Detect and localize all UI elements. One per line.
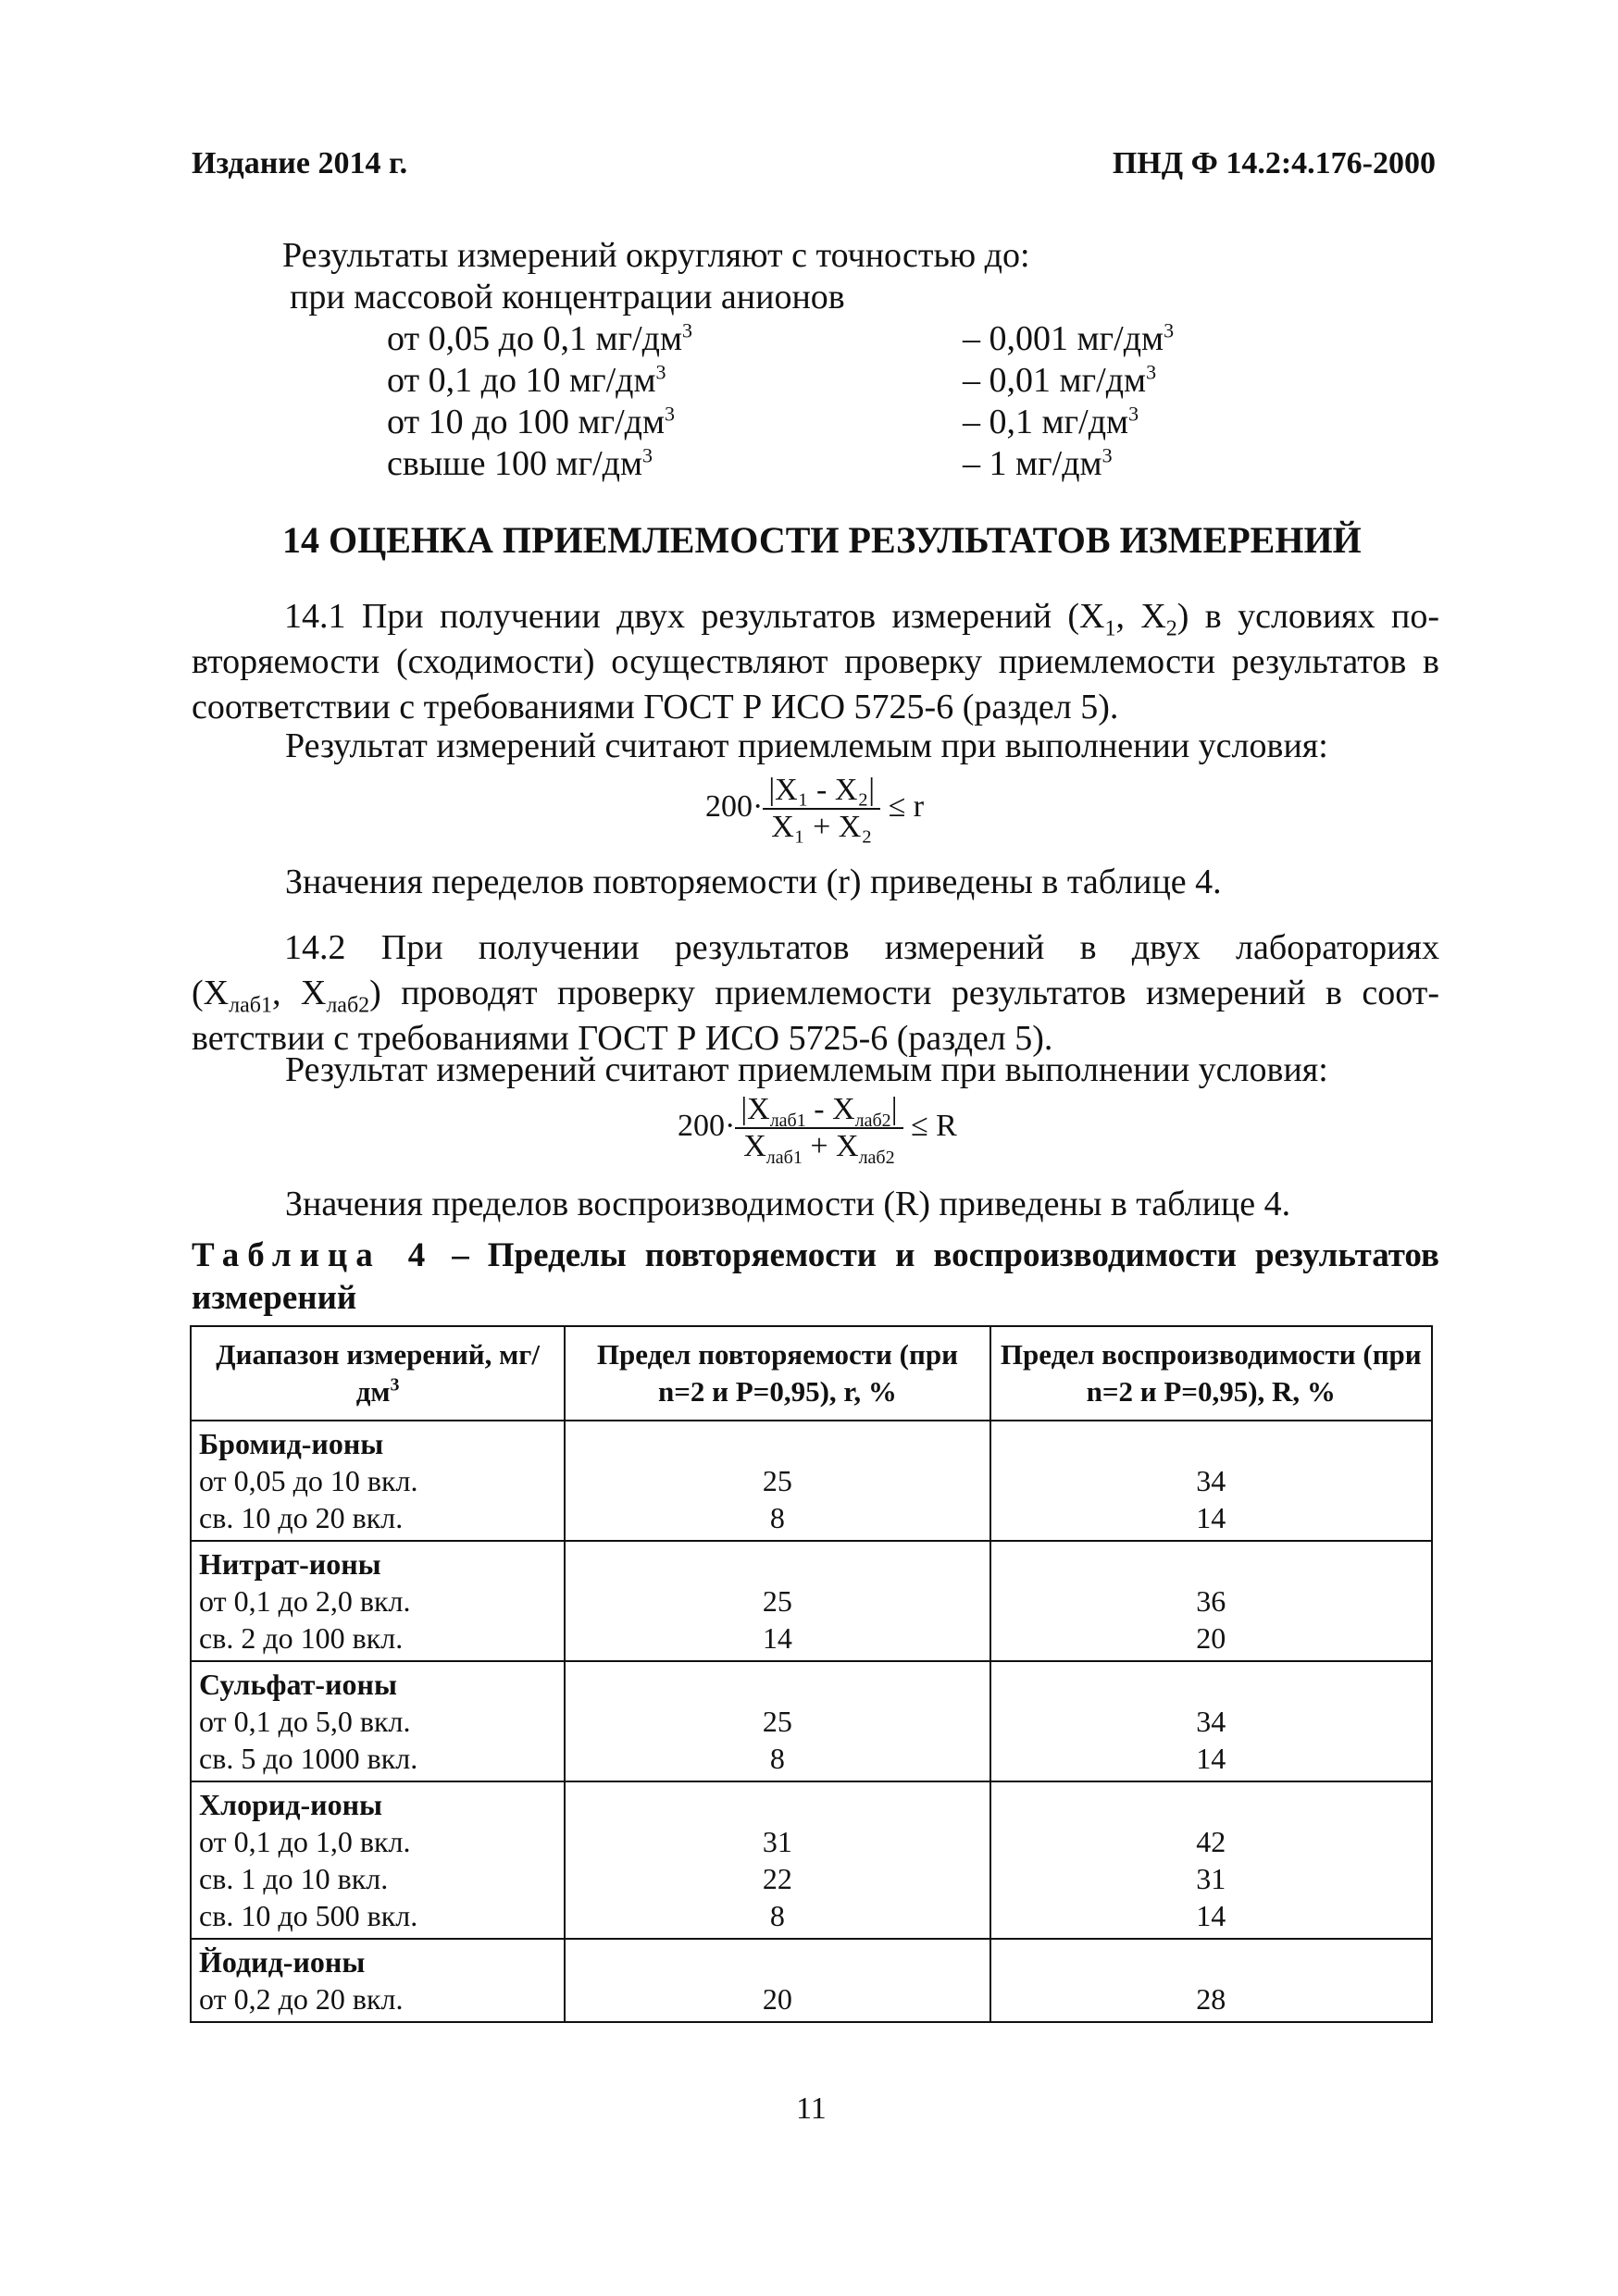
range-cell: от 0,1 до 5,0 вкл. <box>199 1705 411 1738</box>
range-cell: от 0,05 до 10 вкл. <box>199 1464 418 1497</box>
table-caption <box>192 1235 1439 1320</box>
repeatability-cell: 31 <box>762 1825 792 1858</box>
rounding-range-2: от 0,1 до 10 $мг/дм^3$ <box>387 360 666 400</box>
reproducibility-cell: 28 <box>1196 1982 1226 2016</box>
formula-fraction-2: $\frac{|X_{лаб1} - X_{лаб2}|}{X_{лаб1} + X_{лаб2}}$ <box>735 1092 902 1164</box>
table-title: – Пределы повторяемости и воспроизводимости результатов <box>433 1236 1439 1274</box>
table-group-chloride <box>191 1781 1432 1939</box>
paragraph-14-1-line-3: соответствии с требованиями ГОСТ Р ИСО 5725-6 (раздел 5). <box>192 688 1119 726</box>
group-name: Бромид-ионы <box>199 1427 384 1460</box>
rounding-subtitle: при массовой концентрации анионов <box>290 278 845 316</box>
formula-repeatability <box>705 773 924 845</box>
header-range: Диапазон измерений, $мг/дм^3$ <box>191 1326 565 1421</box>
rounding-value-3: – 0,1 $мг/дм^3$ <box>963 402 1139 441</box>
paragraph-14-1-line-2: вторяемости (сходимости) осуществляют проверку приемлемости результатов в <box>192 642 1439 681</box>
reproducibility-cell: 20 <box>1196 1621 1226 1655</box>
repeatability-cell: 25 <box>762 1705 792 1738</box>
reproducibility-cell: 36 <box>1196 1584 1226 1618</box>
table-group-bromide <box>191 1421 1432 1541</box>
repeatability-cell: 14 <box>762 1621 792 1655</box>
reproducibility-cell: 14 <box>1196 1742 1226 1775</box>
reproducibility-cell: 34 <box>1196 1705 1226 1738</box>
page-number: 11 <box>796 2091 827 2126</box>
reproducibility-cell: 42 <box>1196 1825 1226 1858</box>
group-name: Хлорид-ионы <box>199 1788 382 1821</box>
formula-coefficient: 200· <box>705 788 764 824</box>
repeatability-cell: 22 <box>762 1862 792 1895</box>
group-name: Нитрат-ионы <box>199 1547 381 1581</box>
rounding-range-4: свыше 100 $мг/дм^3$ <box>387 443 653 483</box>
paragraph-14-2 <box>192 925 1439 1061</box>
table-group-nitrate <box>191 1541 1432 1661</box>
repeatability-cell: 8 <box>769 1501 785 1534</box>
paragraph-14-1 <box>192 594 1439 730</box>
rounding-value-2: – 0,01 $мг/дм^3$ <box>963 360 1157 400</box>
reproducibility-cell: 14 <box>1196 1501 1226 1534</box>
paragraph-14-1-line-1: 14.1 При получении двух результатов измерений ($X_1$, $X_2$) в условиях по- <box>284 597 1439 641</box>
range-cell: св. 5 до 1000 вкл. <box>199 1742 418 1775</box>
paragraph-14-2-line-3: ветствии с требованиями ГОСТ Р ИСО 5725-6 (раздел 5). <box>192 1019 1053 1058</box>
section-title: 14 ОЦЕНКА ПРИЕМЛЕМОСТИ РЕЗУЛЬТАТОВ ИЗМЕРЕНИЙ <box>282 519 1362 561</box>
repeatability-cell: 20 <box>762 1982 792 2016</box>
rounding-range-3: от 10 до 100 $мг/дм^3$ <box>387 402 676 441</box>
repeatability-cell: 25 <box>762 1584 792 1618</box>
condition-text-2: Результат измерений считают приемлемым при выполнении условия: <box>285 1050 1328 1089</box>
repeatability-cell: 8 <box>769 1899 785 1932</box>
repeatability-cell: 8 <box>769 1742 785 1775</box>
range-cell: св. 1 до 10 вкл. <box>199 1862 389 1895</box>
limits-table <box>190 1325 1433 2023</box>
edition-label: Издание 2014 г. <box>192 146 408 180</box>
range-cell: св. 10 до 500 вкл. <box>199 1899 418 1932</box>
paragraph-14-2-line-2: ($X_{лаб1}$, $X_{лаб2}$) проводят проверку приемлемости результатов измерений в соот- <box>192 974 1439 1018</box>
table-group-sulfate <box>191 1661 1432 1781</box>
group-name: Йодид-ионы <box>199 1945 366 1979</box>
note-reproducibility: Значения пределов воспроизводимости (R) приведены в таблице 4. <box>285 1185 1291 1223</box>
range-cell: от 0,2 до 20 вкл. <box>199 1982 404 2016</box>
range-cell: св. 2 до 100 вкл. <box>199 1621 404 1655</box>
condition-text-1: Результат измерений считают приемлемым при выполнении условия: <box>285 726 1328 765</box>
table-header-row <box>191 1326 1432 1421</box>
reproducibility-cell: 14 <box>1196 1899 1226 1932</box>
note-repeatability: Значения переделов повторяемости (r) приведены в таблице 4. <box>285 863 1222 901</box>
formula-reproducibility: 200· $\frac{|X_{лаб1} - X_{лаб2}|}{X_{лаб1} + X_{лаб2}}$ ≤ R <box>678 1092 957 1168</box>
rounding-value-1: – 0,001 $мг/дм^3$ <box>963 318 1175 358</box>
table-group-iodide <box>191 1939 1432 2022</box>
table-title-line-2: измерений <box>192 1279 357 1317</box>
document-code: ПНД Ф 14.2:4.176-2000 <box>1112 146 1436 180</box>
paragraph-14-2-line-1: 14.2 При получении результатов измерений в двух лабораториях <box>284 928 1439 967</box>
formula-fraction: $\frac{\text{|X₁ - X₂|}}{\text{X₁ + X₂}}$ <box>763 773 880 845</box>
rounding-range-1: от 0,05 до 0,1 $мг/дм^3$ <box>387 318 693 358</box>
range-cell: от 0,1 до 1,0 вкл. <box>199 1825 411 1858</box>
rounding-value-4: – 1 $мг/дм^3$ <box>963 443 1113 483</box>
repeatability-cell: 25 <box>762 1464 792 1497</box>
table-label: Таблица 4 <box>192 1236 434 1274</box>
rounding-intro: Результаты измерений округляют с точностью до: <box>282 236 1030 275</box>
reproducibility-cell: 34 <box>1196 1464 1226 1497</box>
reproducibility-cell: 31 <box>1196 1862 1226 1895</box>
formula-rhs: ≤ r <box>888 788 925 824</box>
range-cell: от 0,1 до 2,0 вкл. <box>199 1584 411 1618</box>
header-reproducibility: Предел воспроизводимости (при n=2 и P=0,95), R, % <box>990 1326 1432 1421</box>
header-repeatability: Предел повторяемости (при n=2 и P=0,95), r, % <box>565 1326 989 1421</box>
group-name: Сульфат-ионы <box>199 1668 397 1701</box>
range-cell: св. 10 до 20 вкл. <box>199 1501 404 1534</box>
